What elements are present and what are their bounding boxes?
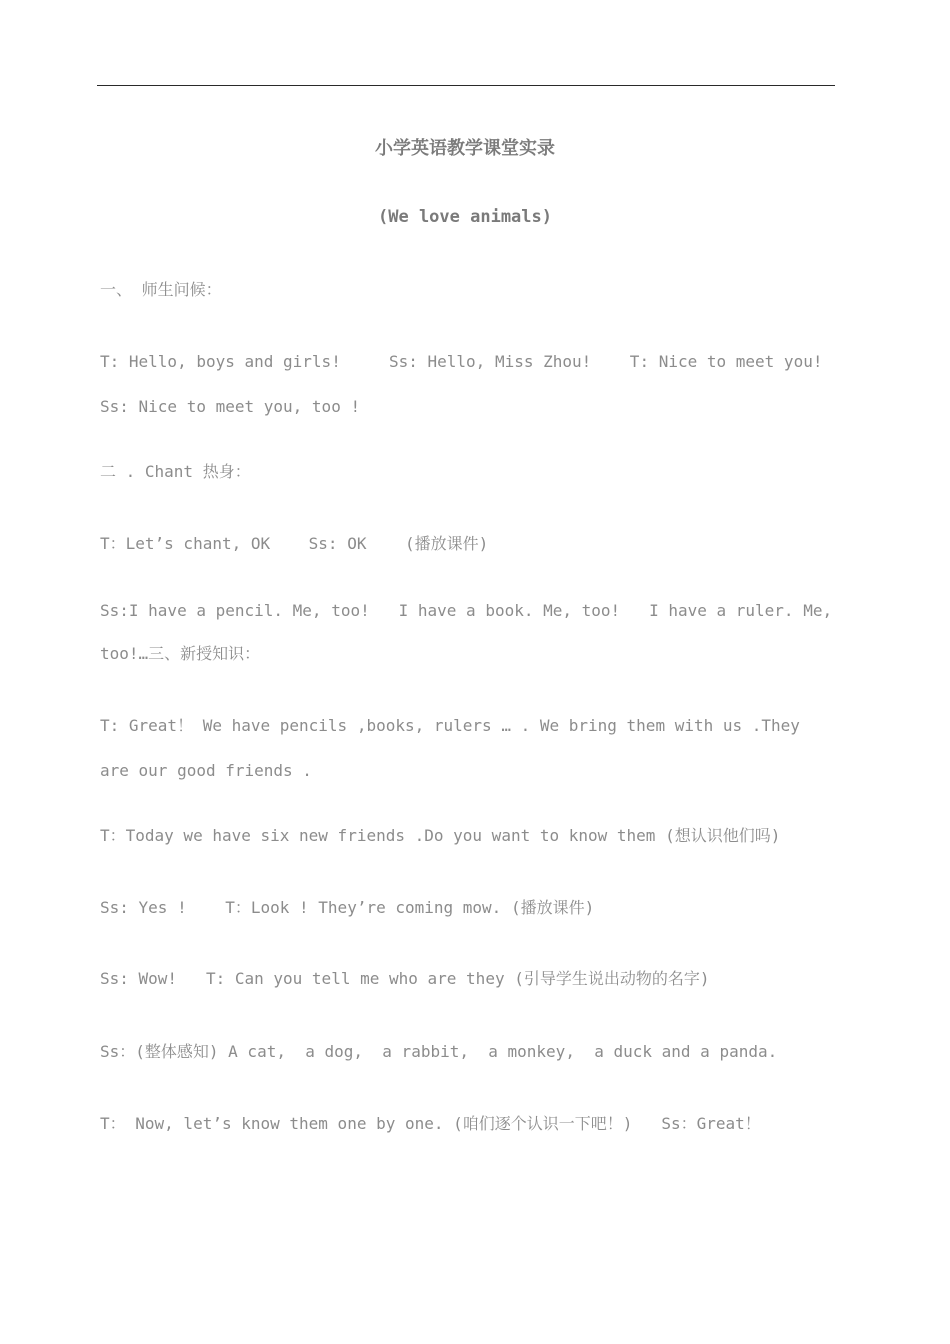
dialogue-line: are our good friends . xyxy=(100,761,312,780)
dialogue-line: Ss:I have a pencil. Me, too! I have a book. Me, too! I have a ruler. Me, xyxy=(100,601,833,620)
dialogue-line: Ss: Yes ! T：Look ! They’re coming mow. (播放课件) xyxy=(100,898,595,917)
dialogue-line: Ss: Nice to meet you, too ! xyxy=(100,397,361,416)
dialogue-line: Ss: Wow! T: Can you tell me who are they (引导学生说出动物的名字) xyxy=(100,969,710,988)
dialogue-line: T：Let’s chant, OK Ss: OK (播放课件) xyxy=(100,534,489,553)
document-title: 小学英语教学课堂实录 xyxy=(375,138,555,159)
dialogue-line: too!…三、新授知识： xyxy=(100,644,261,663)
dialogue-line: T： Now, let’s know them one by one. (咱们逐个认识一下吧！) Ss：Great！ xyxy=(100,1114,761,1133)
section-heading-chant: 二 . Chant 热身： xyxy=(100,462,251,481)
header-rule xyxy=(97,85,835,86)
dialogue-line: Ss：(整体感知) A cat, a dog, a rabbit, a monkey, a duck and a panda. xyxy=(100,1042,778,1061)
document-subtitle: (We love animals) xyxy=(378,207,552,227)
dialogue-line: T: Great！ We have pencils ,books, rulers … . We bring them with us .They xyxy=(100,716,800,735)
section-heading-greeting: 一、 师生问候： xyxy=(100,280,222,299)
dialogue-line: T: Hello, boys and girls! Ss: Hello, Miss Zhou! T: Nice to meet you! xyxy=(100,352,823,371)
dialogue-line: T：Today we have six new friends .Do you want to know them (想认识他们吗) xyxy=(100,826,781,845)
